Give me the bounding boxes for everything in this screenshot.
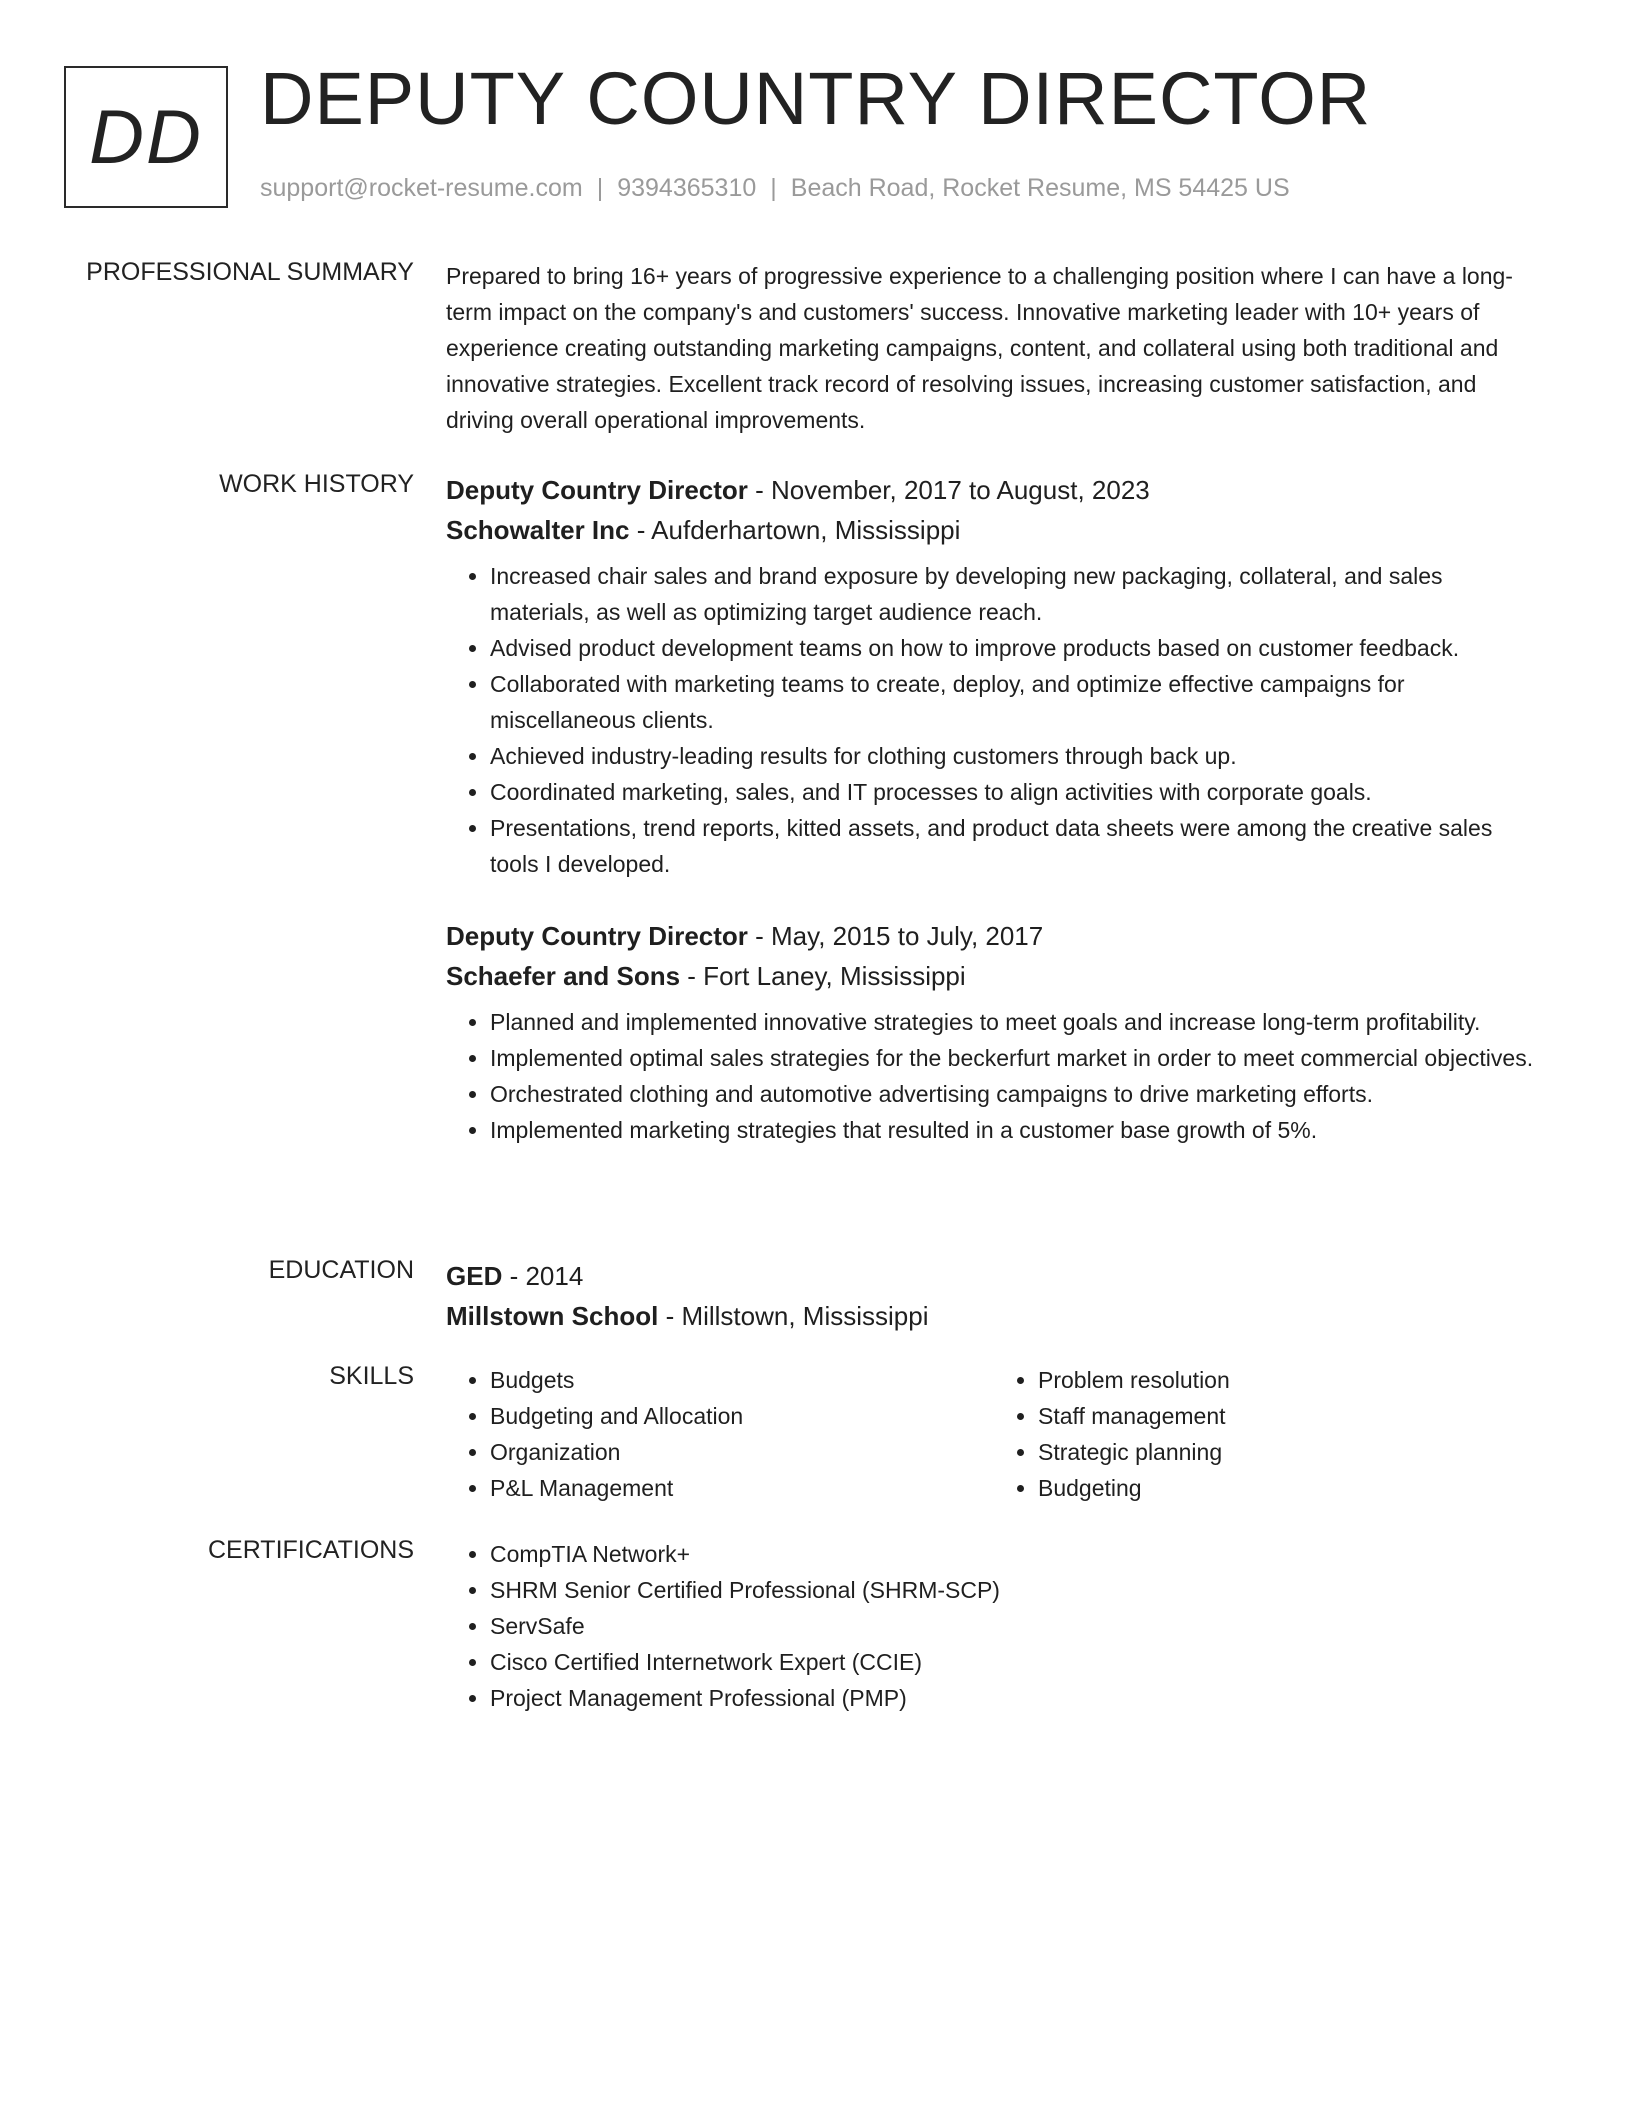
contact-separator: | (770, 174, 777, 202)
summary-body (446, 258, 1542, 438)
work-history-body (446, 470, 1542, 1148)
job-bullet: • Achieved industry-leading results for clothing customers through back up. (490, 738, 1542, 774)
monogram-badge (64, 66, 228, 208)
degree: GED (446, 1261, 503, 1291)
job-title: Deputy Country Director (446, 475, 748, 505)
job-bullet: • Increased chair sales and brand exposure by developing new packaging, collateral, and sales materials, as well as optimizing target audience reach. (490, 558, 1542, 630)
skill-item: • P&L Management (490, 1470, 994, 1506)
education-body (446, 1256, 1542, 1336)
job-bullet: • Planned and implemented innovative strategies to meet goals and increase long-term profitability. (490, 1004, 1542, 1040)
job-title: Deputy Country Director (446, 921, 748, 951)
job-bullet: • Orchestrated clothing and automotive advertising campaigns to drive marketing efforts. (490, 1076, 1542, 1112)
certification-item: • CompTIA Network+ (490, 1536, 1542, 1572)
job-entry (446, 470, 1542, 882)
job-bullet-list (446, 1004, 1542, 1148)
summary-text: Prepared to bring 16+ years of progressive experience to a challenging position where I can have a long-term impact on the company's and customers' success. Innovative marketing leader with 10+ years of experience creating outstanding marketing campaigns, content, and collateral using both traditional and innovative strategies. Excellent track record of resolving issues, increasing customer satisfaction, and driving overall operational improvements. (446, 263, 1513, 433)
contact-line (260, 174, 1290, 203)
job-company: Schowalter Inc (446, 515, 630, 545)
skills-column-right (994, 1362, 1542, 1506)
job-bullet: • Collaborated with marketing teams to create, deploy, and optimize effective campaigns for miscellaneous clients. (490, 666, 1542, 738)
candidate-title: DEPUTY COUNTRY DIRECTOR (260, 57, 1372, 140)
job-title-line (446, 916, 1542, 956)
skills-column-left (446, 1362, 994, 1506)
job-dates: - May, 2015 to July, 2017 (747, 921, 1044, 951)
skill-item: • Budgeting and Allocation (490, 1398, 994, 1434)
skills-grid (446, 1362, 1542, 1506)
contact-address: Beach Road, Rocket Resume, MS 54425 US (790, 174, 1290, 202)
work-history-heading: WORK HISTORY (219, 470, 414, 498)
job-bullet: • Implemented optimal sales strategies for the beckerfurt market in order to meet commercial objectives. (490, 1040, 1542, 1076)
skills-heading: SKILLS (329, 1362, 414, 1390)
contact-phone: 9394365310 (617, 174, 757, 202)
job-bullet: • Implemented marketing strategies that resulted in a customer base growth of 5%. (490, 1112, 1542, 1148)
skill-item: • Budgeting (1038, 1470, 1542, 1506)
job-bullet: • Coordinated marketing, sales, and IT processes to align activities with corporate goals. (490, 774, 1542, 810)
certification-item: • SHRM Senior Certified Professional (SHRM-SCP) (490, 1572, 1542, 1608)
certifications-body (446, 1536, 1542, 1716)
certification-item: • ServSafe (490, 1608, 1542, 1644)
degree-line (446, 1256, 1542, 1296)
job-dates: - November, 2017 to August, 2023 (747, 475, 1150, 505)
job-bullet-list (446, 558, 1542, 882)
school-line (446, 1296, 1542, 1336)
job-company-line (446, 510, 1542, 550)
skill-item: • Problem resolution (1038, 1362, 1542, 1398)
contact-separator: | (596, 174, 604, 202)
school-name: Millstown School (446, 1301, 659, 1331)
job-entry (446, 916, 1542, 1148)
skills-body (446, 1362, 1542, 1506)
job-title-line (446, 470, 1542, 510)
contact-email: support@rocket-resume.com (260, 174, 583, 202)
education-heading: EDUCATION (268, 1256, 414, 1284)
degree-year: - 2014 (502, 1261, 584, 1291)
job-location: - Aufderhartown, Mississippi (629, 515, 961, 545)
certification-list (446, 1536, 1542, 1716)
summary-heading: PROFESSIONAL SUMMARY (86, 258, 414, 286)
certifications-heading: CERTIFICATIONS (207, 1536, 414, 1564)
skill-item: • Organization (490, 1434, 994, 1470)
job-company: Schaefer and Sons (446, 961, 681, 991)
job-bullet: • Presentations, trend reports, kitted assets, and product data sheets were among the creative sales tools I developed. (490, 810, 1542, 882)
skill-item: • Staff management (1038, 1398, 1542, 1434)
skill-item: • Budgets (490, 1362, 994, 1398)
job-location: - Fort Laney, Mississippi (680, 961, 966, 991)
certification-item: • Project Management Professional (PMP) (490, 1680, 1542, 1716)
certification-item: • Cisco Certified Internetwork Expert (CCIE) (490, 1644, 1542, 1680)
skill-item: • Strategic planning (1038, 1434, 1542, 1470)
monogram-text: DD (89, 94, 203, 180)
job-company-line (446, 956, 1542, 996)
job-bullet: • Advised product development teams on how to improve products based on customer feedback. (490, 630, 1542, 666)
school-location: - Millstown, Mississippi (658, 1301, 929, 1331)
